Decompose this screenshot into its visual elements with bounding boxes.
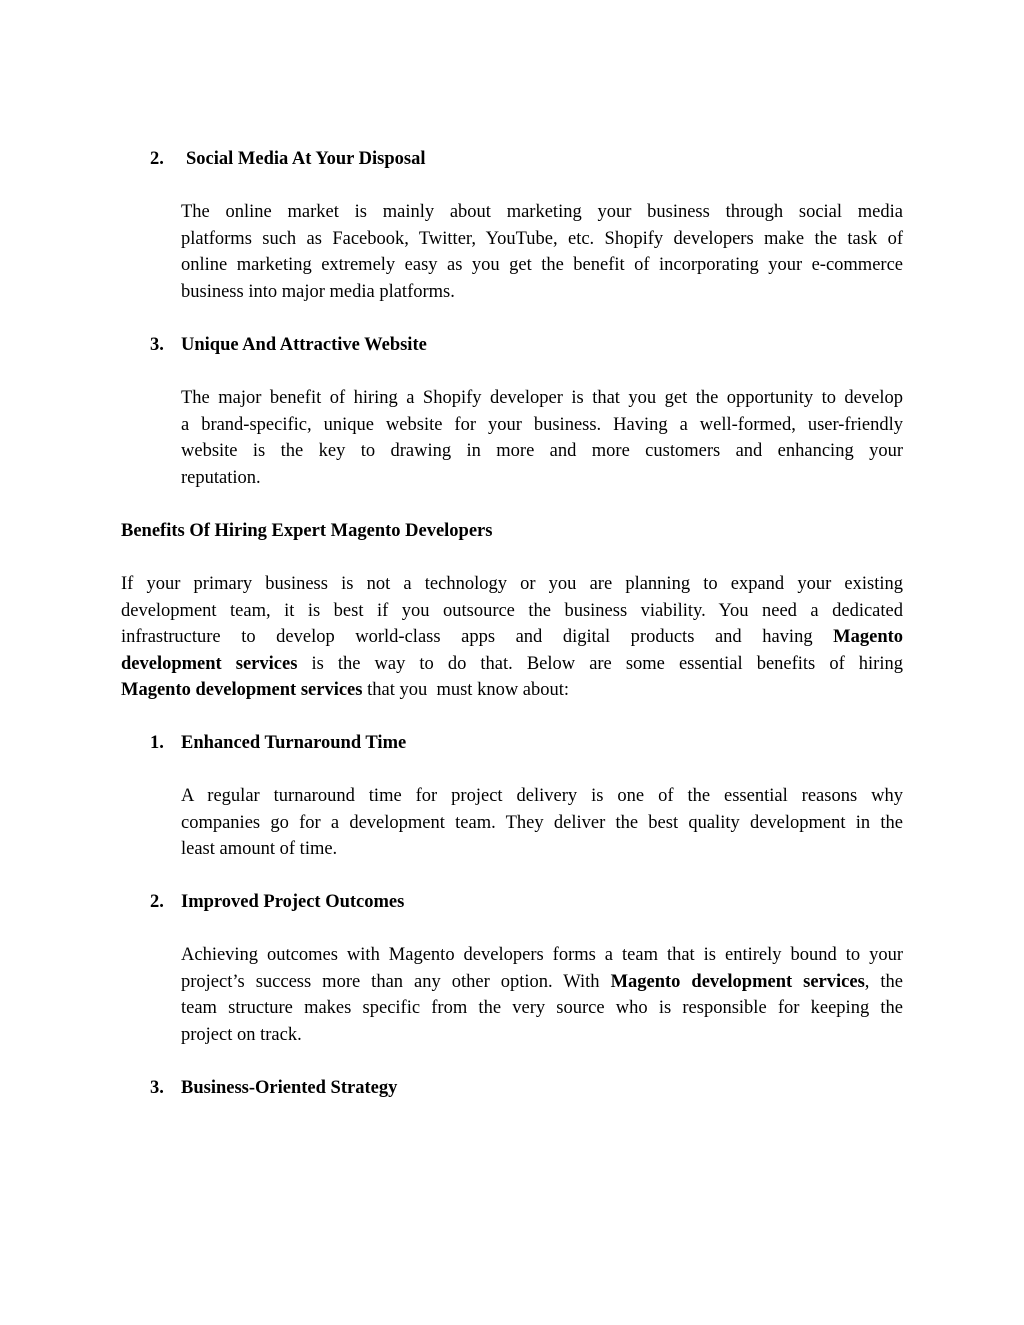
text-run: project’s success more than any other option. With [181, 971, 611, 992]
bold-phrase: Magento development services [610, 971, 865, 992]
section-heading: Unique And Attractive Website [181, 335, 427, 355]
list-number: 3. [150, 335, 164, 355]
list-number: 2. [150, 149, 164, 169]
bold-phrase: Magento [833, 627, 904, 647]
paragraph-line: companies go for a development team. They deliver the best quality development in the [181, 812, 903, 833]
paragraph [181, 783, 903, 863]
list-number: 3. [150, 1078, 164, 1098]
paragraph-line: online marketing extremely easy as you get the benefit of incorporating your e-commerce [181, 255, 903, 275]
paragraph-line [181, 969, 903, 996]
paragraph-line: Achieving outcomes with Magento developers forms a team that is entirely bound to your [181, 945, 903, 965]
benefits-heading: Benefits Of Hiring Expert Magento Developers [121, 521, 493, 541]
paragraph [181, 385, 903, 491]
paragraph-line: business into major media platforms. [181, 281, 455, 302]
paragraph-line: project on track. [181, 1024, 302, 1045]
paragraph-line: team structure makes specific from the very source who is responsible for keeping the [181, 998, 903, 1018]
paragraph-line: platforms such as Facebook, Twitter, YouTube, etc. Shopify developers make the task of [181, 228, 903, 249]
section-heading: Social Media At Your Disposal [186, 149, 426, 169]
paragraph-line: The online market is mainly about marketing your business through social media [181, 202, 903, 222]
section-heading: Business-Oriented Strategy [181, 1078, 398, 1098]
paragraph-line: The major benefit of hiring a Shopify developer is that you get the opportunity to develop [181, 388, 903, 408]
text-run: , the [864, 971, 904, 992]
paragraph-line [121, 624, 903, 651]
text-run: infrastructure to develop world-class apps and digital products and having [121, 627, 813, 647]
text-run: that you must know about: [362, 680, 570, 700]
paragraph-line: website is the key to drawing in more and more customers and enhancing your [181, 441, 903, 461]
paragraph-line: least amount of time. [181, 839, 338, 859]
list-number: 1. [150, 733, 164, 753]
paragraph [181, 199, 903, 305]
benefits-paragraph [121, 571, 903, 704]
paragraph-line: If your primary business is not a technology or you are planning to expand your existing [121, 574, 903, 594]
paragraph-line: reputation. [181, 467, 261, 488]
paragraph [181, 942, 903, 1048]
list-number: 2. [150, 892, 164, 912]
paragraph-line [121, 677, 903, 704]
section-heading: Improved Project Outcomes [181, 892, 405, 912]
paragraph-line: a brand-specific, unique website for your business. Having a well-formed, user-friendly [181, 414, 903, 435]
section-heading: Enhanced Turnaround Time [181, 733, 407, 753]
bold-phrase: development services [121, 653, 298, 674]
paragraph-line: A regular turnaround time for project delivery is one of the essential reasons why [181, 786, 903, 806]
paragraph-line [121, 651, 903, 678]
text-run: is the way to do that. Below are some essential benefits of hiring [297, 653, 903, 674]
bold-phrase: Magento development services [121, 680, 363, 700]
paragraph-line: development team, it is best if you outsource the business viability. You need a dedicated [121, 600, 903, 621]
